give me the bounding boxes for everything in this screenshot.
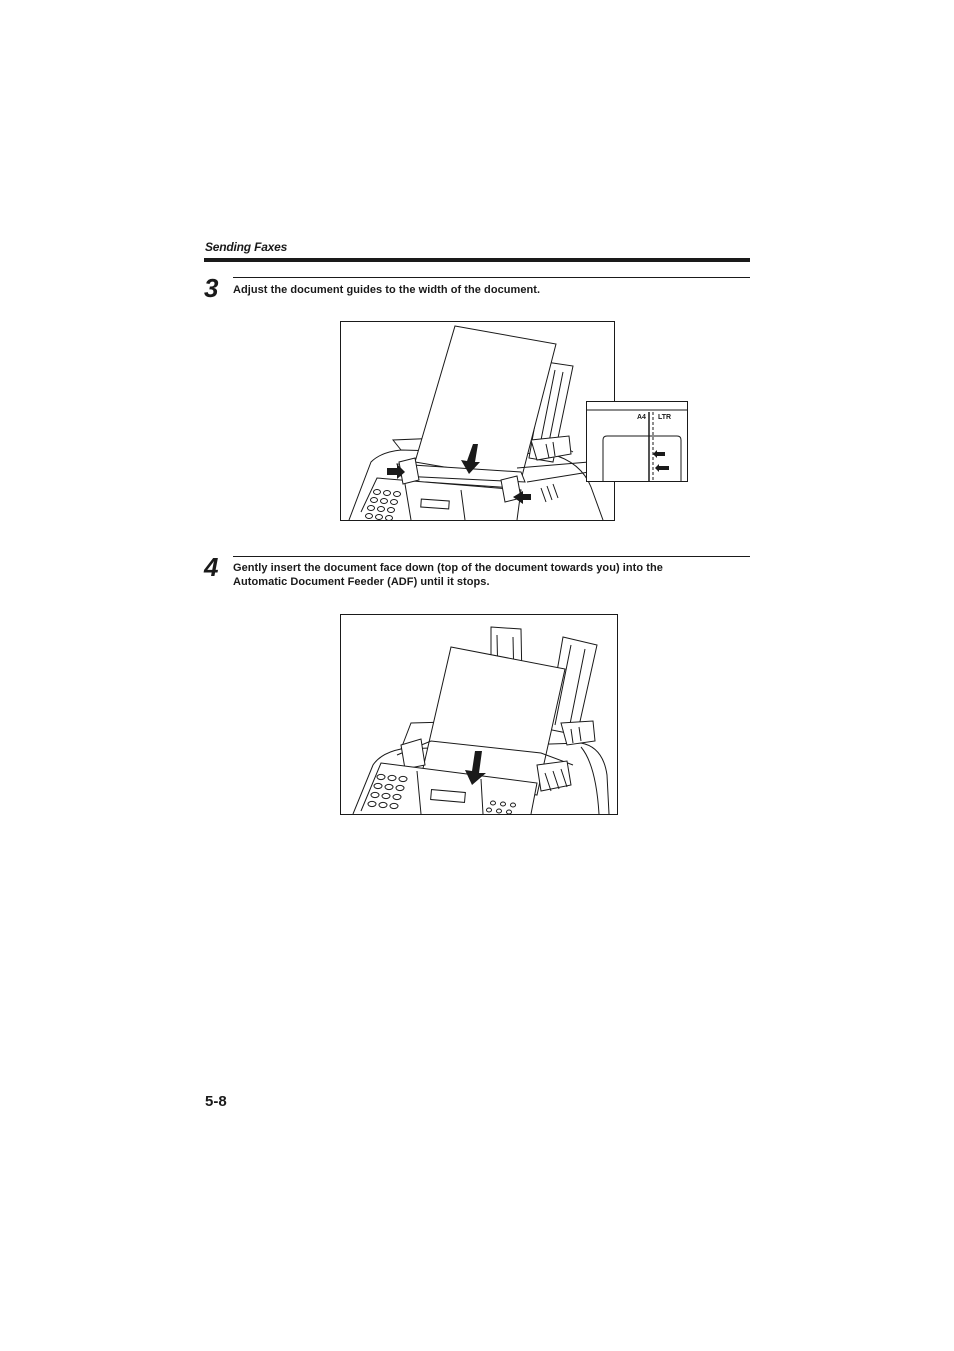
step-4-text-line-1: Gently insert the document face down (top of the document towards you) into the (233, 562, 663, 574)
step-3-figure (340, 321, 615, 521)
header-rule (204, 258, 750, 262)
inset-label-a4: A4 (637, 414, 646, 421)
section-title: Sending Faxes (205, 240, 288, 254)
page-number: 5-8 (205, 1093, 227, 1110)
document-guide-inset (586, 401, 688, 482)
step-4-text-line-2: Automatic Document Feeder (ADF) until it stops. (233, 576, 490, 588)
step-4-figure (340, 614, 618, 815)
step-4-rule (233, 556, 750, 557)
step-3-text: Adjust the document guides to the width of the document. (233, 284, 541, 296)
inset-label-ltr: LTR (658, 414, 672, 421)
fax-guides-illustration (341, 322, 614, 520)
step-3-rule (233, 277, 750, 278)
step-4-number: 4 (204, 552, 219, 582)
fax-insert-illustration (341, 615, 617, 814)
step-4-text (233, 561, 663, 589)
step-3-number: 3 (204, 273, 219, 303)
